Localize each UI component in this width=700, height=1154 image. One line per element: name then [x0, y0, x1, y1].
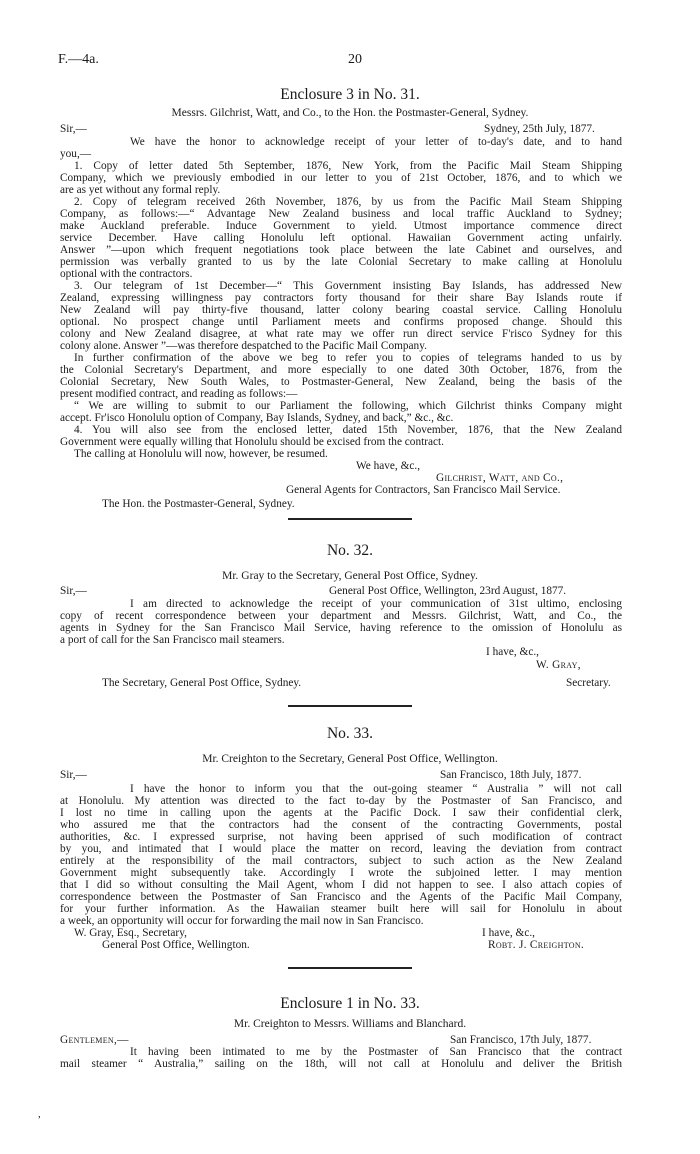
enclosure3-title: Enclosure 3 in No. 31. [280, 86, 420, 103]
body-line: Colonial Secretary, New South Wales, to Postmaster-General, New Zealand, being the basis of the [60, 376, 622, 388]
body-line: copy of recent correspondence between your department and Messrs. Gilchrist, Watt, and Co., the [60, 610, 622, 622]
body-line: who assured me that the contractors had the consent of the contracting Governments, postal [60, 819, 622, 831]
no32-addressee: The Secretary, General Post Office, Sydney. [102, 677, 302, 689]
body-line: agents in Sydney for the San Francisco Mail Service, having reference to the omission of Honolulu as [60, 622, 622, 634]
body-line: The calling at Honolulu will now, however, be resumed. [74, 448, 328, 460]
body-line: service December. Have calling Honolulu left optional. Hawaiian Government acting unfairly. [60, 232, 622, 244]
body-line: New Zealand will pay thirty-five thousand, latter colony bearing coastal service. Calling Honolulu [60, 304, 622, 316]
no32-signature-title: Secretary. [566, 677, 611, 689]
enclosure1-dateline: San Francisco, 17th July, 1877. [450, 1034, 592, 1046]
body-line: optional. No prospect change until Parliament meets and confirms proposed change. Should this [60, 316, 622, 328]
body-line: I am directed to acknowledge the receipt of your communication of 31st ultimo, enclosing [130, 598, 622, 610]
enclosure1-title: Enclosure 1 in No. 33. [280, 995, 420, 1012]
body-line: Zealand, expressing willingness pay contractors forty thousand for their share Bay Islands route if [60, 292, 622, 304]
body-line: We have the honor to acknowledge receipt of your letter of to-day's date, and to hand [130, 136, 622, 148]
body-line: the Colonial Secretary's Department, and more especially to one dated 30th October, 1876, from the [60, 364, 622, 376]
no33-signature: Robt. J. Creighton. [488, 939, 585, 951]
body-line: authorities, &c. I expressed surprise, not having been apprised of such modification of contract [60, 831, 622, 843]
body-line: for your further information. As the Hawaiian steamer built here will sail for Honolulu in about [60, 903, 622, 915]
body-line: 3. Our telegram of 1st December—“ This Government insisting Bay Islands, has addressed New [74, 280, 622, 292]
body-line: permission was verbally granted to us by the late Colonial Secretary to make calling at Honolulu [60, 256, 622, 268]
no32-dateline: General Post Office, Wellington, 23rd August, 1877. [329, 585, 567, 597]
enclosure3-signature: Gilchrist, Watt, and Co., [436, 472, 564, 484]
no33-dateline: San Francisco, 18th July, 1877. [440, 769, 582, 781]
no33-addressee-line2: General Post Office, Wellington. [102, 939, 250, 951]
no33-salutation: Sir,— [60, 769, 87, 781]
body-line: make Auckland preferable. Induce Government to yield. Utmost importance commence direct [60, 220, 622, 232]
body-line: accept. Fr'isco Honolulu option of Company, Bay Islands, Sydney, and back,” &c., &c. [60, 412, 454, 424]
section-divider [288, 518, 412, 520]
body-line: by you, and intimated that I would place the matter on record, leaving the deviation from contract [60, 843, 622, 855]
body-line: present modified contract, and reading as follows:— [60, 388, 298, 400]
body-line: Government were equally willing that Honolulu should be excised from the contract. [60, 436, 444, 448]
section-divider [288, 967, 412, 969]
margin-mark: , [38, 1108, 41, 1120]
body-line: are as yet without any formal reply. [60, 184, 221, 196]
body-line: a port of call for the San Francisco mail steamers. [60, 634, 285, 646]
body-line: It having been intimated to me by the Postmaster of San Francisco that the contract [130, 1046, 622, 1058]
body-line: optional with the contractors. [60, 268, 193, 280]
enclosure3-dateline: Sydney, 25th July, 1877. [484, 123, 595, 135]
body-line: at Honolulu. My attention was directed to the fact to-day by the Postmaster of San Francisco, and [60, 795, 622, 807]
body-line: 4. You will also see from the enclosed letter, dated 15th November, 1876, that the New Zealand [74, 424, 622, 436]
enclosure3-signature-title: General Agents for Contractors, San Francisco Mail Service. [286, 484, 561, 496]
no32-closing: I have, &c., [486, 646, 540, 658]
body-line: a week, an opportunity will occur for forwarding the mail now in San Francisco. [60, 915, 424, 927]
no32-title: No. 32. [326, 542, 374, 559]
no32-salutation: Sir,— [60, 585, 87, 597]
enclosure1-salutation: Gentlemen,— [60, 1034, 129, 1046]
body-line: “ We are willing to submit to our Parliament the following, which Gilchrist thinks Company might [74, 400, 622, 412]
body-line: you,— [60, 148, 92, 160]
enclosure3-subtitle: Messrs. Gilchrist, Watt, and Co., to the Hon. the Postmaster-General, Sydney. [171, 107, 529, 119]
enclosure3-closing: We have, &c., [356, 460, 421, 472]
body-line: I have the honor to inform you that the out-going steamer “ Australia ” will not call [130, 783, 622, 795]
body-line: mail steamer “ Australia,” sailing on the 18th, will not call at Honolulu and deliver the British [60, 1058, 622, 1070]
body-line: In further confirmation of the above we beg to refer you to copies of telegrams handed to us by [74, 352, 622, 364]
no33-closing: I have, &c., [482, 927, 536, 939]
body-line: Company, which we previously embodied in our letter to you of 21st October, 1876, and to which we [60, 172, 622, 184]
page-reference: F.—4a. [58, 52, 99, 67]
section-divider [288, 705, 412, 707]
body-line: entirely at the responsibility of the mail contractors, subject to such action as the New Zealand [60, 855, 622, 867]
body-line: Government might subsequently take. Accordingly I wrote the subjoined letter. I may mention [60, 867, 622, 879]
no33-addressee-line1: W. Gray, Esq., Secretary, [74, 927, 187, 939]
no33-subtitle: Mr. Creighton to the Secretary, General Post Office, Wellington. [202, 753, 498, 765]
body-line: that I did so without consulting the Mail Agent, whom I did not happen to see. I also attach copies of [60, 879, 622, 891]
page-number: 20 [348, 52, 362, 67]
enclosure3-addressee: The Hon. the Postmaster-General, Sydney. [102, 498, 295, 510]
body-line: correspondence between the Postmaster of San Francisco and the Agents of the Pacific Mail Company, [60, 891, 622, 903]
enclosure1-subtitle: Mr. Creighton to Messrs. Williams and Blanchard. [233, 1018, 467, 1030]
no32-subtitle: Mr. Gray to the Secretary, General Post Office, Sydney. [222, 570, 478, 582]
enclosure3-salutation: Sir,— [60, 123, 87, 135]
body-line: 2. Copy of telegram received 26th November, 1876, by us from the Pacific Mail Steam Shipping [74, 196, 622, 208]
body-line: Company, as follows:—“ Advantage New Zealand business and local traffic Auckland to Sydney; [60, 208, 622, 220]
body-line: I lost no time in calling upon the agents at the Pacific Dock. I saw their confidential clerk, [60, 807, 622, 819]
body-line: Answer ”—upon which frequent negotiations took place between the late Cabinet and ourselves, and [60, 244, 622, 256]
no32-signature: W. Gray, [536, 659, 581, 671]
no33-title: No. 33. [326, 725, 374, 742]
body-line: colony and New Zealand disagree, at what rate may we offer run direct service F'risco Sydney for this [60, 328, 622, 340]
body-line: 1. Copy of letter dated 5th September, 1876, New York, from the Pacific Mail Steam Shipping [74, 160, 622, 172]
body-line: colony alone. Answer ”—was therefore despatched to the Pacific Mail Company. [60, 340, 427, 352]
